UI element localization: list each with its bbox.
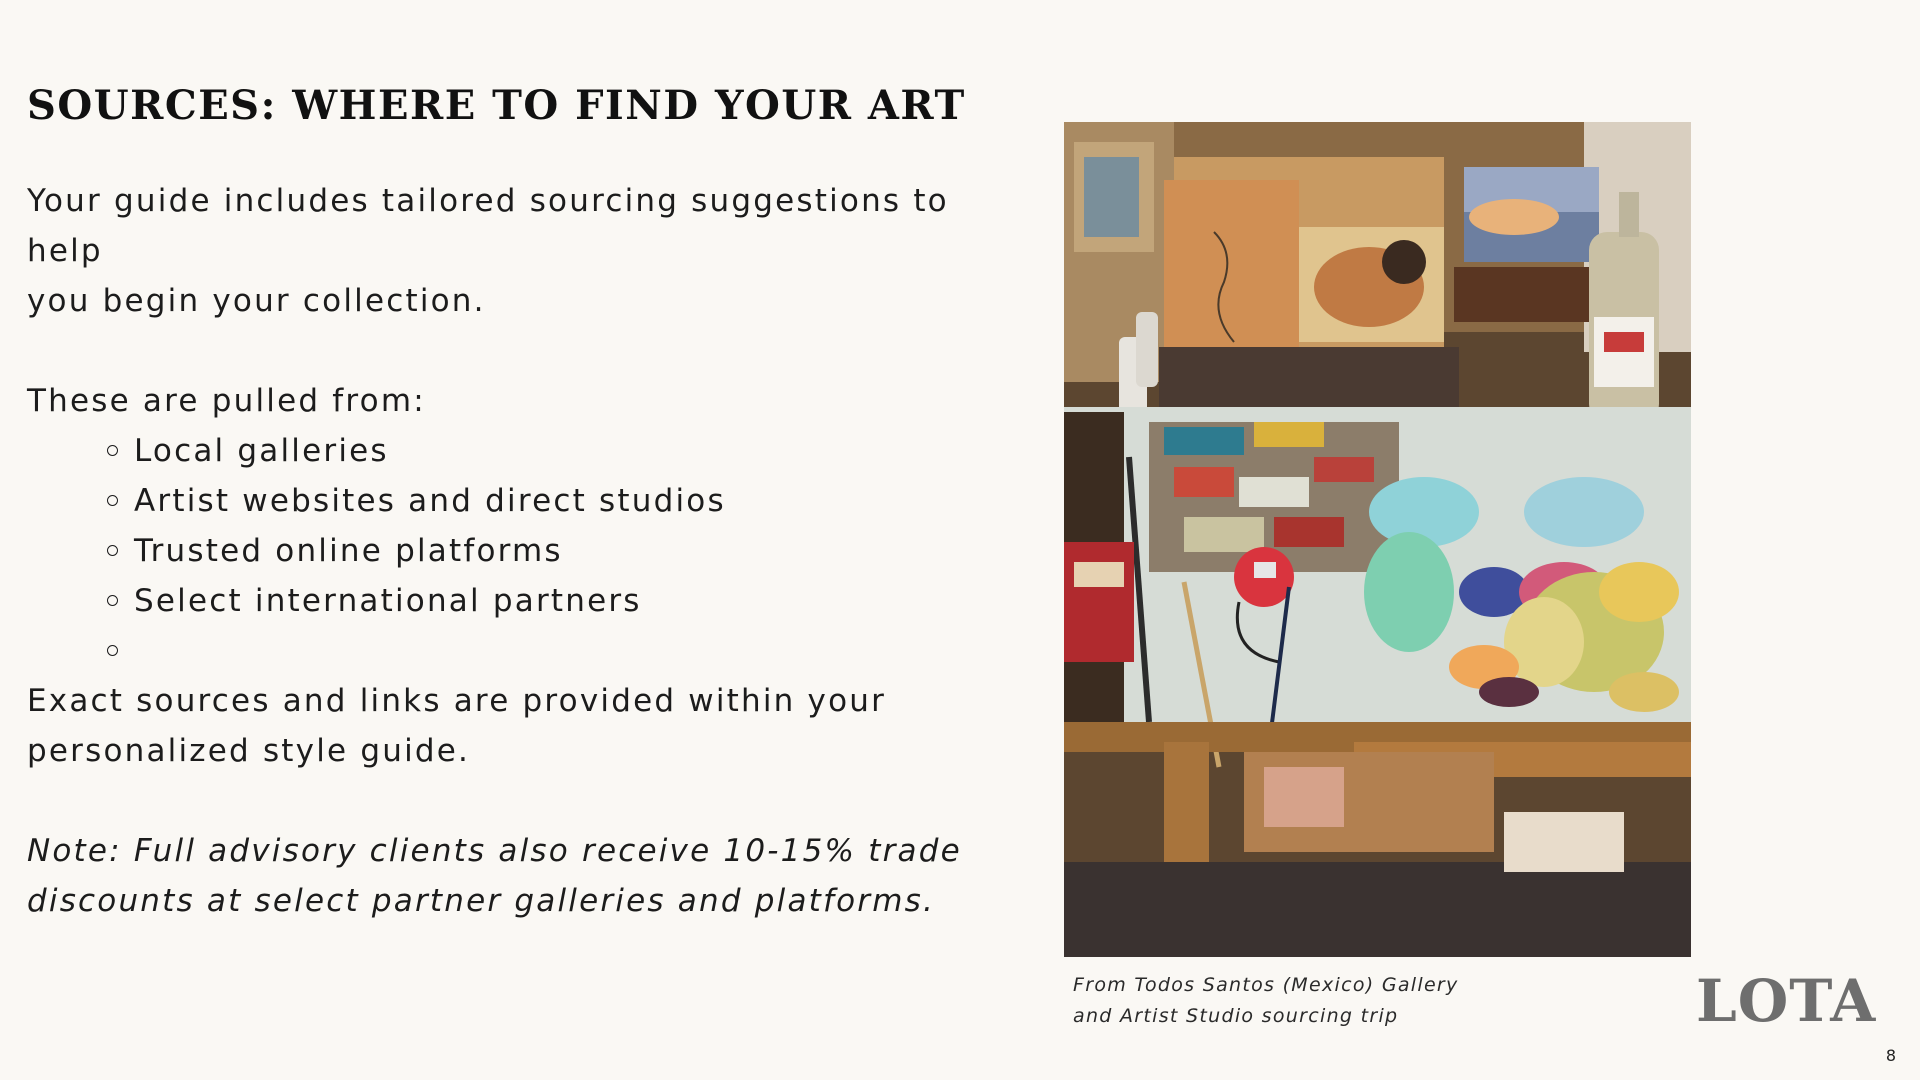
intro-line-2: you begin your collection.	[27, 283, 486, 319]
page-title: SOURCES: WHERE TO FIND YOUR ART	[27, 82, 966, 129]
studio-photo	[1064, 122, 1691, 957]
sources-list	[27, 426, 987, 676]
paragraph-spacer	[27, 326, 987, 376]
brand-logo: LOTA	[1696, 967, 1877, 1035]
list-heading: These are pulled from:	[27, 383, 426, 419]
list-item: Local galleries	[107, 426, 987, 476]
list-item: Artist websites and direct studios	[107, 476, 987, 526]
photo-caption	[1073, 970, 1459, 1032]
caption-line-2: and Artist Studio sourcing trip	[1073, 1005, 1399, 1027]
note-line-2: discounts at select partner galleries and platforms.	[27, 883, 936, 919]
body-text	[27, 176, 987, 926]
list-item: Select international partners	[107, 576, 987, 626]
closing-line-1: Exact sources and links are provided within your	[27, 683, 887, 719]
caption-line-1: From Todos Santos (Mexico) Gallery	[1073, 974, 1459, 996]
closing-line-2: personalized style guide.	[27, 733, 471, 769]
list-item: Trusted online platforms	[107, 526, 987, 576]
page-number: 8	[1885, 1046, 1896, 1065]
list-item	[107, 626, 987, 676]
intro-line-1: Your guide includes tailored sourcing suggestions to help	[27, 183, 949, 269]
paragraph-spacer	[27, 776, 987, 826]
note-line-1: Note: Full advisory clients also receive 10-15% trade	[27, 833, 962, 869]
